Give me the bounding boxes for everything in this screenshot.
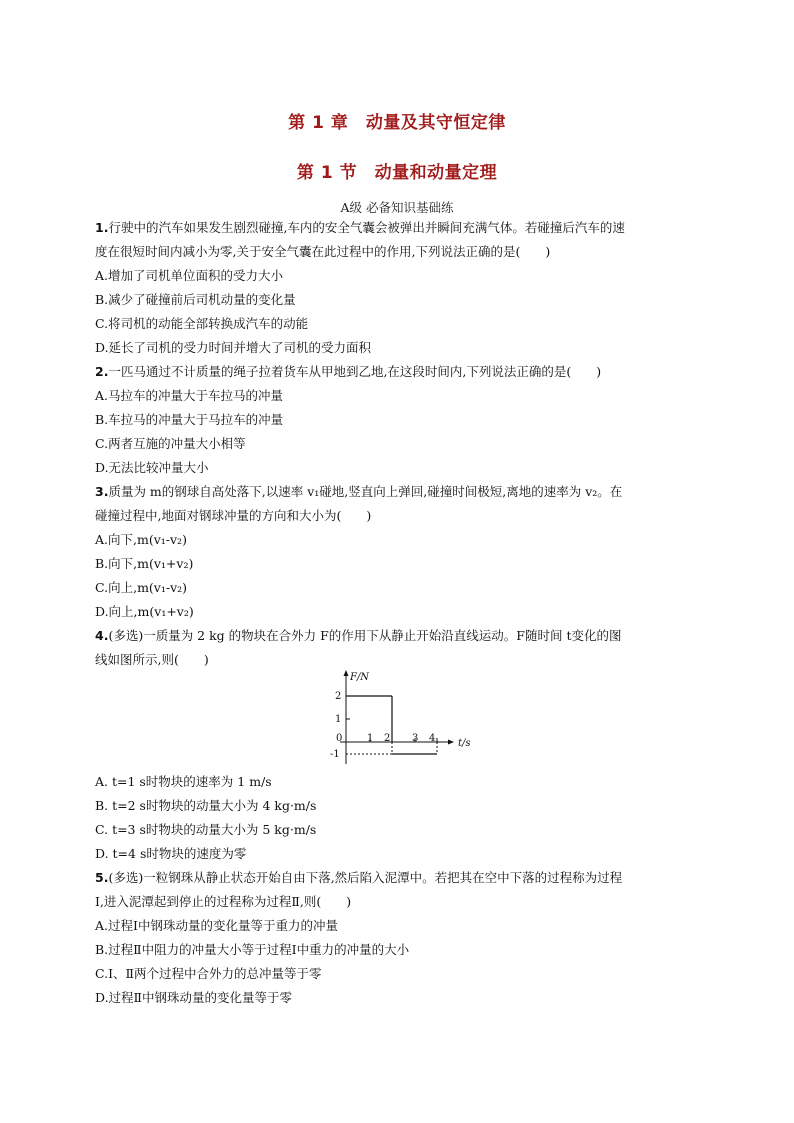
x-tick-label-2: 2 (384, 733, 391, 744)
origin-label: 0 (336, 733, 343, 744)
question-2-stem-line-1: 2.一匹马通过不计质量的绳子拉着货车从甲地到乙地,在这段时间内,下列说法正确的是( ) (95, 364, 602, 379)
question-1-option-b: B.减少了碰撞前后司机动量的变化量 (95, 292, 296, 307)
y-tick-label-1: 1 (335, 714, 342, 725)
question-2-option-c: C.两者互施的冲量大小相等 (95, 436, 246, 451)
x-tick-label-4: 4 (429, 733, 436, 744)
question-5-option-b: B.过程Ⅱ中阻力的冲量大小等于过程Ⅰ中重力的冲量的大小 (95, 942, 410, 957)
question-2-option-a: A.马拉车的冲量大于车拉马的冲量 (95, 388, 284, 403)
question-5-option-d: D.过程Ⅱ中钢珠动量的变化量等于零 (95, 990, 293, 1005)
question-1-stem-line-2: 度在很短时间内减小为零,关于安全气囊在此过程中的作用,下列说法正确的是( ) (95, 244, 551, 259)
question-1-option-d: D.延长了司机的受力时间并增大了司机的受力面积 (95, 340, 372, 355)
question-3-stem-line-1: 3.质量为 m的钢球自高处落下,以速率 v₁碰地,竖直向上弹回,碰撞时间极短,离地的速率为 v₂。在 (95, 484, 623, 499)
question-4-option-b: B. t=2 s时物块的动量大小为 4 kg·m/s (95, 798, 317, 813)
level-heading: A级 必备知识基础练 (340, 200, 454, 215)
question-1-option-a: A.增加了司机单位面积的受力大小 (95, 268, 284, 283)
y-axis-arrow (344, 670, 349, 676)
x-tick-label-3: 3 (412, 733, 419, 744)
question-5-option-c: C.Ⅰ、Ⅱ两个过程中合外力的总冲量等于零 (95, 966, 322, 981)
question-2-number: 2. (95, 364, 109, 379)
question-3-number: 3. (95, 484, 109, 499)
x-axis-arrow (448, 740, 454, 745)
question-2-option-b: B.车拉马的冲量大于马拉车的冲量 (95, 412, 284, 427)
question-3-option-c: C.向上,m(v₁-v₂) (95, 580, 188, 595)
y-tick-label-2: 2 (335, 691, 342, 702)
question-5-stem-line-1: 5.(多选)一粒钢珠从静止状态开始自由下落,然后陷入泥潭中。若把其在空中下落的过程称为过程 (95, 870, 623, 885)
question-3-option-d: D.向上,m(v₁+v₂) (95, 604, 194, 619)
question-4-option-d: D. t=4 s时物块的速度为零 (95, 846, 247, 861)
question-3-option-b: B.向下,m(v₁+v₂) (95, 556, 194, 571)
question-4-option-a: A. t=1 s时物块的速率为 1 m/s (95, 774, 272, 789)
question-4-stem-line-2: 线如图所示,则( ) (95, 652, 209, 667)
question-1-option-c: C.将司机的动能全部转换成汽车的动能 (95, 316, 309, 331)
force-time-graph (320, 668, 480, 768)
question-4-option-c: C. t=3 s时物块的动量大小为 5 kg·m/s (95, 822, 317, 837)
question-4-stem-line-1: 4.(多选)一质量为 2 kg 的物块在合外力 F的作用下从静止开始沿直线运动。F随时间 t变化的图 (95, 628, 622, 643)
y-tick-label-minus1: -1 (330, 749, 340, 760)
question-3-stem-line-2: 碰撞过程中,地面对钢球冲量的方向和大小为( ) (95, 508, 372, 523)
chapter-title: 第 1 章 动量及其守恒定律 (288, 113, 506, 133)
x-axis-label: t/s (458, 738, 471, 749)
section-title: 第 1 节 动量和动量定理 (296, 163, 498, 183)
question-2-option-d: D.无法比较冲量大小 (95, 460, 209, 475)
question-1-stem-line-1: 1.行驶中的汽车如果发生剧烈碰撞,车内的安全气囊会被弹出并瞬间充满气体。若碰撞后汽车的速 (95, 220, 625, 235)
y-axis-label: F/N (350, 672, 370, 683)
question-5-option-a: A.过程Ⅰ中钢珠动量的变化量等于重力的冲量 (95, 918, 338, 933)
question-3-option-a: A.向下,m(v₁-v₂) (95, 532, 187, 547)
question-5-number: 5. (95, 870, 109, 885)
question-4-number: 4. (95, 628, 109, 643)
question-5-stem-line-2: Ⅰ,进入泥潭起到停止的过程称为过程Ⅱ,则( ) (95, 894, 352, 909)
x-tick-label-1: 1 (367, 733, 374, 744)
question-1-number: 1. (95, 220, 109, 235)
